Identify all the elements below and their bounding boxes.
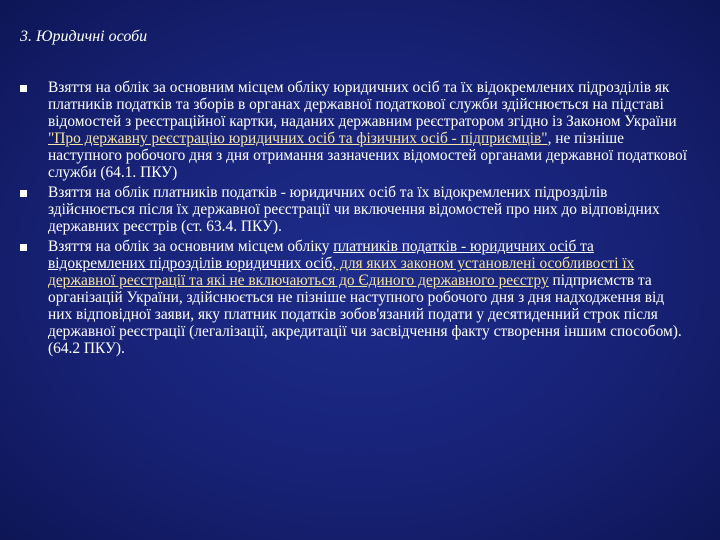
registration-features-link[interactable]: особливості їх державної реєстрації та які не включаються до Єдиного державного реєстру	[48, 255, 635, 289]
bullet-text-highlight[interactable]: , для яких законом установлені	[332, 255, 540, 272]
bullet-text: підприємств та організацій України, здійснюється не пізніше наступного робочого дня з дня надходження від них відповідної заяви, яку платник податків зобов'язаний подати у десятиденний строк після державної реєстрації (легалізації, акредитації чи засвідчення факту створення іншим способом). (64.2 ПКУ).	[48, 272, 682, 357]
square-bullet-icon	[20, 85, 27, 92]
law-link[interactable]: "Про державну реєстрацію юридичних осіб та фізичних осіб - підприємців"	[48, 130, 548, 147]
taxpayers-link[interactable]: платників податків - юридичних осіб та відокремлених підрозділів юридичних осіб	[48, 238, 594, 272]
square-bullet-icon	[20, 190, 27, 197]
bullet-item	[20, 79, 692, 181]
bullet-text: Взяття на облік за основним місцем обліку	[48, 238, 334, 255]
bullet-list	[20, 79, 692, 360]
bullet-text: Взяття на облік за основним місцем обліку юридичних осіб та їх відокремлених підрозділів як платників податків та зборів в органах державної податкової служби здійснюється на підставі відомостей з реєстраційної картки, наданих державним реєстратором згідно із Законом України	[48, 79, 677, 130]
bullet-item	[20, 184, 692, 235]
bullet-text: , не пізніше наступного робочого дня з дня отримання зазначених відомостей органами державної податкової служби (64.1. ПКУ)	[48, 130, 687, 181]
bullet-text: Взяття на облік платників податків - юридичних осіб та їх відокремлених підрозділів здійснюється після їх державної реєстрації чи включення відомостей про них до відповідних державних реєстрів (ст. 63.4. ПКУ).	[48, 184, 660, 235]
bullet-item	[20, 238, 692, 357]
slide-title: 3. Юридичні особи	[20, 28, 148, 45]
square-bullet-icon	[20, 244, 27, 251]
